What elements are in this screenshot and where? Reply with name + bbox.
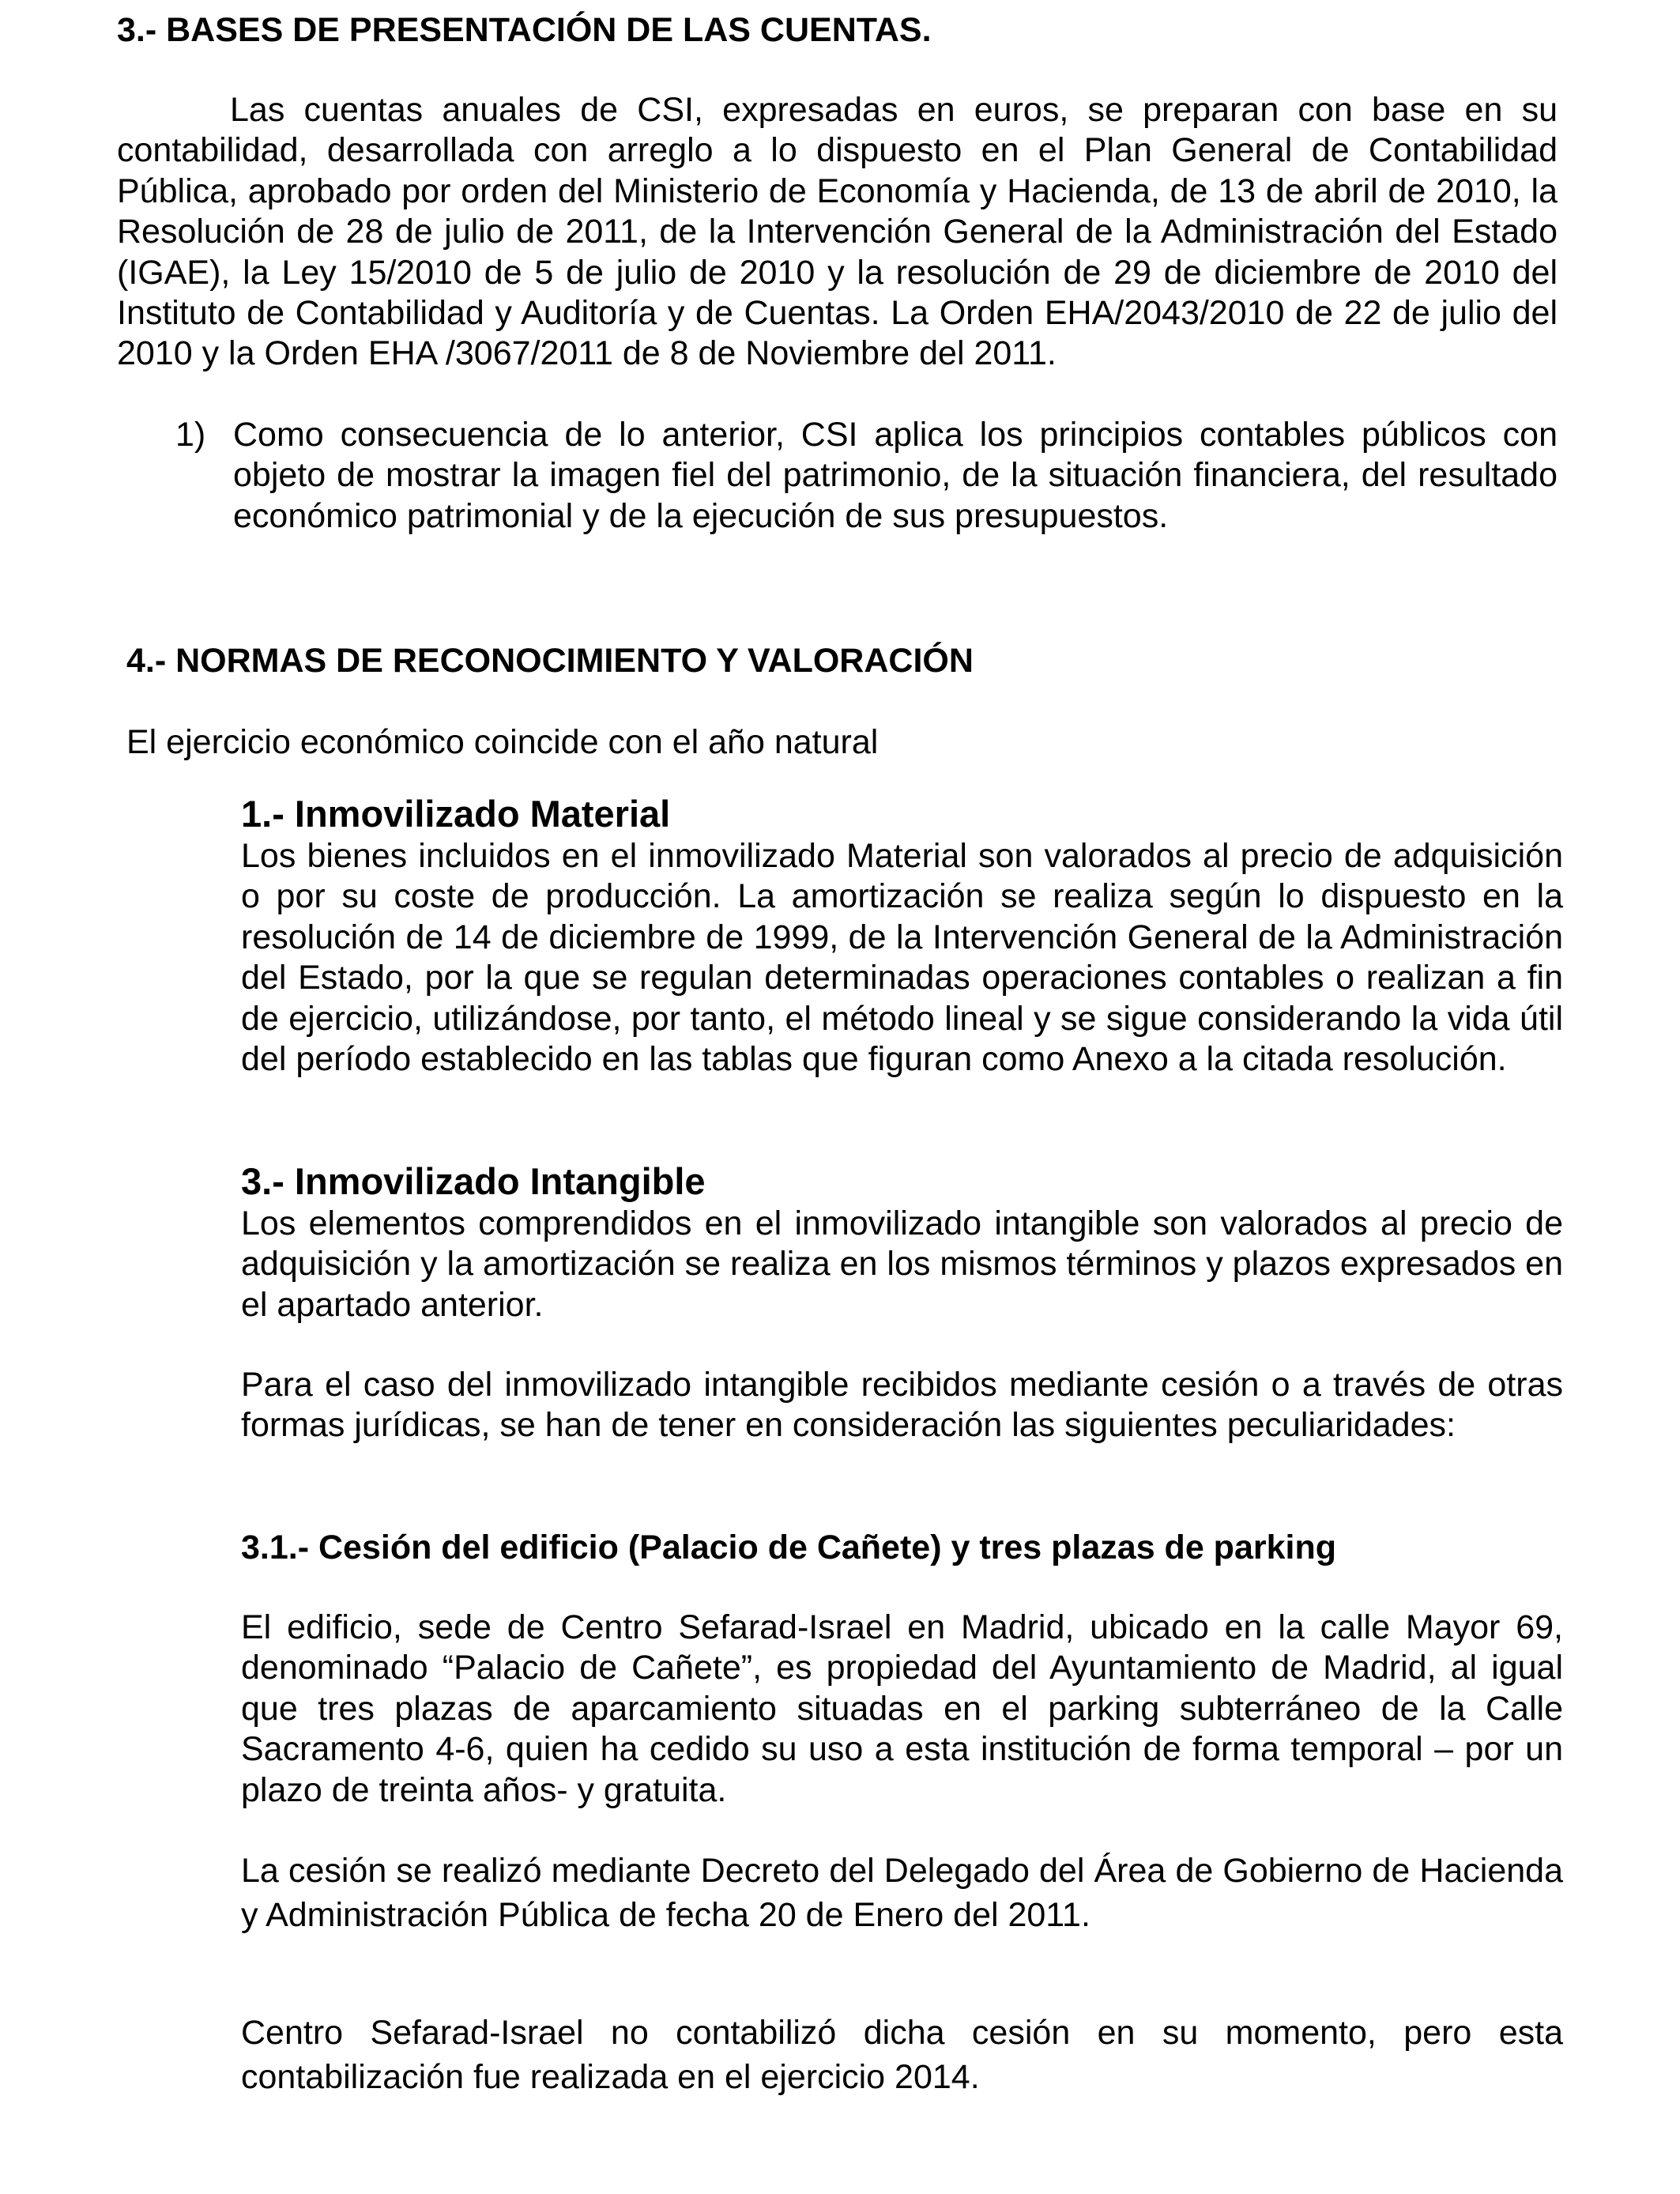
inmovilizado-material-paragraph: Los bienes incluidos en el inmovilizado Material son valorados al precio de adquisición o por su coste de producción. La amortización se realiza según lo dispuesto en la resolución de 14 de diciembre de 1999, de la Intervención General de la Administración del Estado, por la que se regulan determinadas operaciones contables o realizan a fin de ejercicio, utilizándose, por tanto, el método lineal y se sigue considerando la vida útil del período establecido en las tablas que figuran como Anexo a la citada resolución. [241, 837, 1563, 1079]
cesion-paragraph-1: El edificio, sede de Centro Sefarad-Israel en Madrid, ubicado en la calle Mayor 69, denominado “Palacio de Cañete”, es propiedad del Ayuntamiento de Madrid, al igual que tres plazas de aparcamiento situadas en el parking subterráneo de la Calle Sacramento 4-6, quien ha cedido su uso a esta institución de forma temporal – por un plazo de treinta años- y gratuita. [241, 1608, 1563, 1809]
cesion-heading: 3.1.- Cesión del edificio (Palacio de Cañete) y tres plazas de parking [241, 1529, 1336, 1566]
section-3-paragraph: Las cuentas anuales de CSI, expresadas en euros, se preparan con base en su contabilidad, desarrollada con arreglo a lo dispuesto en el Plan General de Contabilidad Pública, aprobado por orden del Ministerio de Economía y Hacienda, de 13 de abril de 2010, la Resolución de 28 de julio de 2011, de la Intervención General de la Administración del Estado (IGAE), la Ley 15/2010 de 5 de julio de 2010 y la resolución de 29 de diciembre de 2010 del Instituto de Contabilidad y Auditoría y de Cuentas. La Orden EHA/2043/2010 de 22 de julio del 2010 y la Orden EHA /3067/2011 de 8 de Noviembre del 2011. [117, 91, 1558, 373]
list-item-number: 1) [175, 416, 206, 454]
inmovilizado-material-heading: 1.- Inmovilizado Material [241, 793, 671, 835]
inmovilizado-intangible-paragraph-2: Para el caso del inmovilizado intangible recibidos mediante cesión o a través de otras formas jurídicas, se han de tener en consideración las siguientes peculiaridades: [241, 1366, 1563, 1445]
list-item-text: Como consecuencia de lo anterior, CSI aplica los principios contables públicos con objeto de mostrar la imagen fiel del patrimonio, de la situación financiera, del resultado económico patrimonial y de la ejecución de sus presupuestos. [233, 416, 1558, 535]
cesion-paragraph-3: Centro Sefarad-Israel no contabilizó dicha cesión en su momento, pero esta contabilización fue realizada en el ejercicio 2014. [241, 2014, 1563, 2096]
inmovilizado-intangible-heading: 3.- Inmovilizado Intangible [241, 1160, 706, 1202]
cesion-paragraph-2: La cesión se realizó mediante Decreto del Delegado del Área de Gobierno de Hacienda y Administración Pública de fecha 20 de Enero del 2011. [241, 1852, 1563, 1934]
section-4-intro: El ejercicio económico coincide con el año natural [126, 723, 879, 761]
section-4-heading: 4.- NORMAS DE RECONOCIMIENTO Y VALORACIÓN [126, 642, 974, 680]
inmovilizado-intangible-paragraph-1: Los elementos comprendidos en el inmovilizado intangible son valorados al precio de adquisición y la amortización se realiza en los mismos términos y plazos expresados en el apartado anterior. [241, 1204, 1563, 1324]
section-3-heading: 3.- BASES DE PRESENTACIÓN DE LAS CUENTAS. [117, 11, 932, 49]
